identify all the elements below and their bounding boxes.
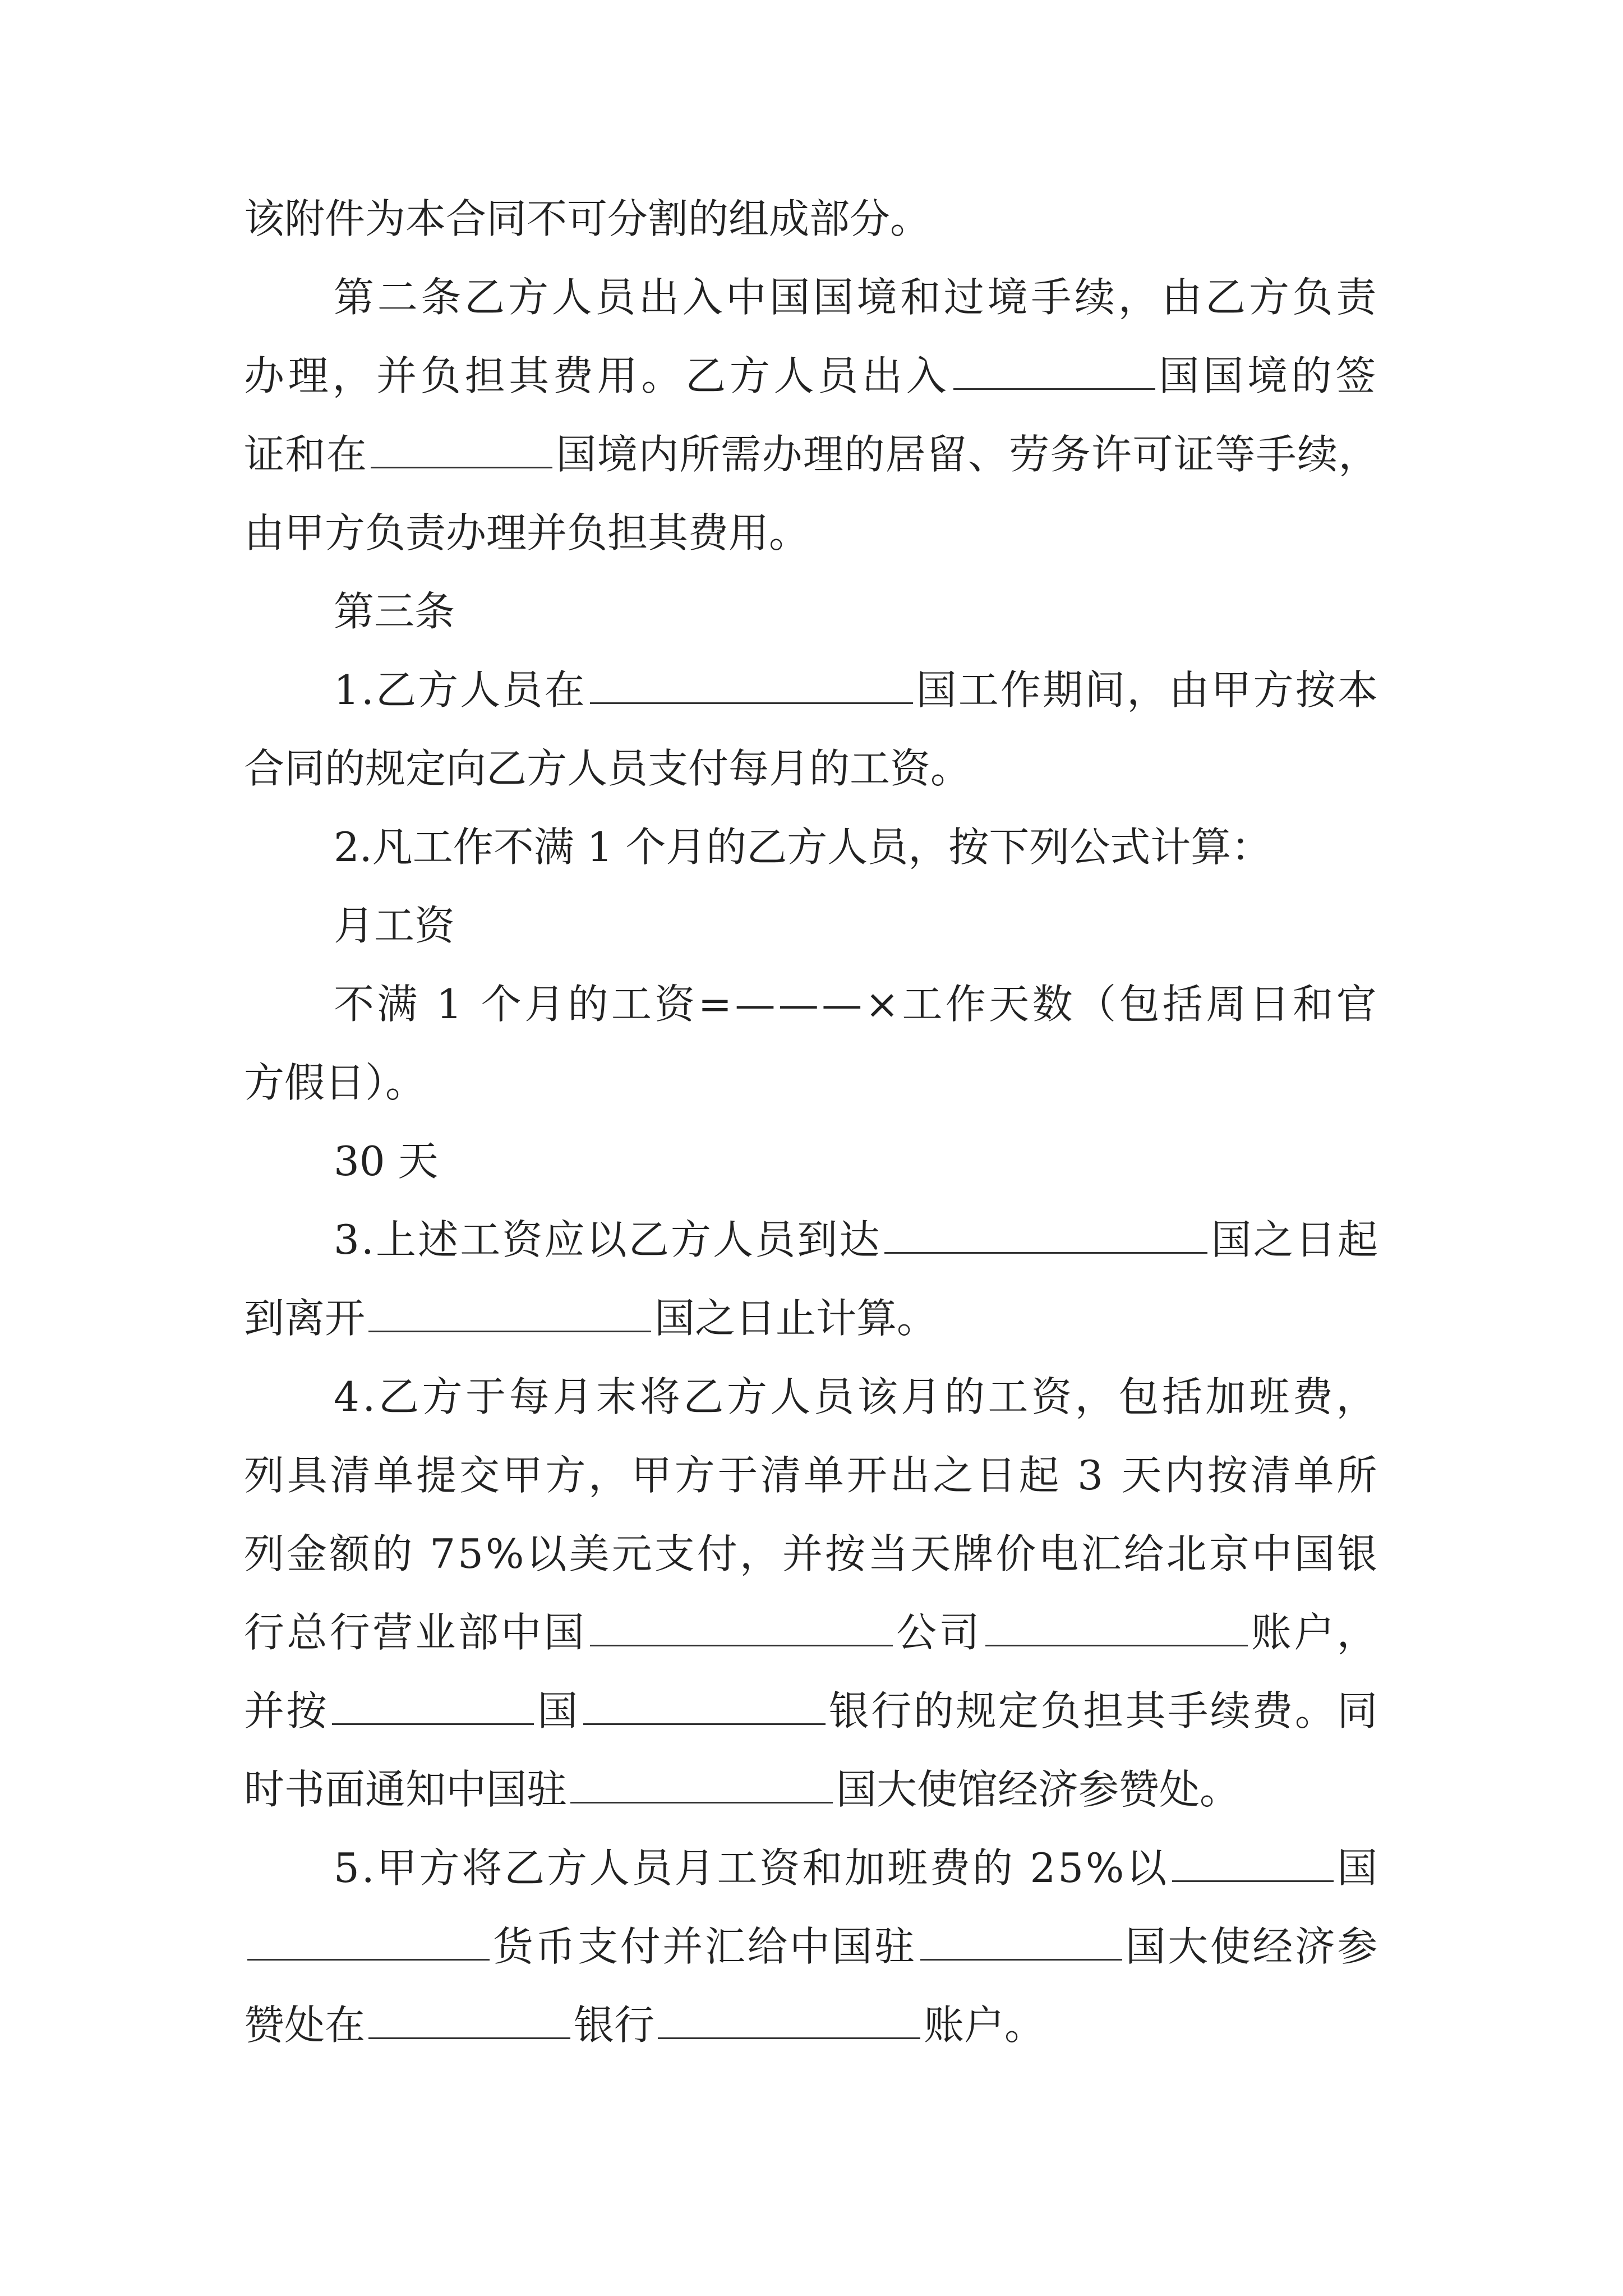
text-segment: 国国境的签 [1159,352,1380,399]
text-line [334,1133,439,1189]
text-line [244,1526,1380,1582]
text-segment: 合同的规定向乙方人员支付每月的工资。 [244,745,971,792]
fill-in-blank[interactable] [371,426,552,468]
fill-in-blank[interactable] [247,1918,490,1961]
text-segment: 列具清单提交甲方，甲方于清单开出之日起 3 天内按清单所 [244,1452,1380,1499]
text-line [244,1055,426,1111]
text-segment: 银行的规定负担其手续费。同 [828,1687,1380,1734]
text-segment: 该附件为本合同不可分割的组成部分。 [244,195,931,242]
text-line [334,1369,1380,1425]
text-segment: 国大使馆经济参赞处。 [836,1766,1241,1813]
fill-in-blank[interactable] [368,1290,651,1332]
text-segment: 公司 [896,1609,982,1656]
text-segment: 国大使经济参 [1125,1923,1380,1970]
text-segment: 3.上述工资应以乙方人员到达 [334,1216,882,1263]
text-segment: 赞处在 [244,2001,366,2049]
fill-in-blank[interactable] [570,1761,833,1803]
fill-in-blank[interactable] [590,1604,893,1646]
text-segment: 不满 1 个月的工资=———×工作天数（包括周日和官 [334,981,1380,1028]
text-line [244,505,809,561]
text-line [244,191,930,247]
text-segment: 2.凡工作不满 1 个月的乙方人员，按下列公式计算： [334,823,1272,871]
text-segment: 1.乙方人员在 [334,666,587,714]
text-line [334,819,1271,875]
text-line [244,348,1380,404]
text-segment: 证和在 [244,431,368,478]
text-segment: 行总行营业部中国 [244,1609,587,1656]
text-segment: 时书面通知中国驻 [244,1766,568,1813]
fill-in-blank[interactable] [583,1683,826,1725]
text-line [244,1290,937,1346]
text-line [244,1997,1045,2053]
text-segment: 国之日止计算。 [654,1295,938,1342]
fill-in-blank[interactable] [590,662,913,704]
fill-in-blank[interactable] [920,1918,1122,1961]
text-line [334,583,455,639]
fill-in-blank[interactable] [985,1604,1248,1646]
text-segment: 到离开 [244,1295,366,1342]
text-segment: 方假日）。 [244,1059,426,1106]
fill-in-blank[interactable] [368,1997,570,2039]
fill-in-blank[interactable] [658,1997,920,2039]
text-segment: 第三条 [334,588,455,635]
text-segment: 国之日起 [1211,1216,1380,1263]
text-segment: 国境内所需办理的居留、劳务许可证等手续， [556,431,1380,478]
text-segment: 第二条乙方人员出入中国国境和过境手续，由乙方负责 [334,274,1380,321]
text-segment: 办理，并负担其费用。乙方人员出入 [244,352,951,399]
text-line [244,1918,1380,1975]
text-line [244,1447,1380,1503]
text-segment: 账户。 [924,2001,1045,2049]
text-line [244,426,1380,482]
text-segment: 国工作期间，由甲方按本 [916,666,1380,714]
text-segment: 账户， [1251,1609,1380,1656]
text-segment: 5.甲方将乙方人员月工资和加班费的 25%以 [334,1844,1169,1892]
text-line [334,1212,1380,1268]
text-line [244,1761,1240,1818]
text-line [244,740,971,797]
text-segment: 月工资 [334,902,455,949]
fill-in-blank[interactable] [1172,1840,1334,1882]
text-line [334,662,1380,718]
text-segment: 国 [537,1687,580,1734]
text-line [244,1604,1380,1660]
text-segment: 4.乙方于每月末将乙方人员该月的工资，包括加班费， [334,1373,1380,1420]
text-segment: 货币支付并汇给中国驻 [493,1923,917,1970]
text-segment: 国 [1337,1844,1380,1892]
text-line [244,1683,1380,1739]
text-line [334,898,455,954]
text-segment: 银行 [574,2001,655,2049]
fill-in-blank[interactable] [884,1212,1207,1254]
text-segment: 列金额的 75%以美元支付，并按当天牌价电汇给北京中国银 [244,1530,1380,1577]
text-segment: 由甲方负责办理并负担其费用。 [244,509,810,556]
text-line [334,1840,1380,1896]
fill-in-blank[interactable] [332,1683,534,1725]
text-segment: 并按 [244,1687,329,1734]
text-line [334,269,1380,325]
fill-in-blank[interactable] [953,348,1155,390]
text-line [334,976,1380,1032]
text-segment: 30 天 [334,1138,439,1185]
